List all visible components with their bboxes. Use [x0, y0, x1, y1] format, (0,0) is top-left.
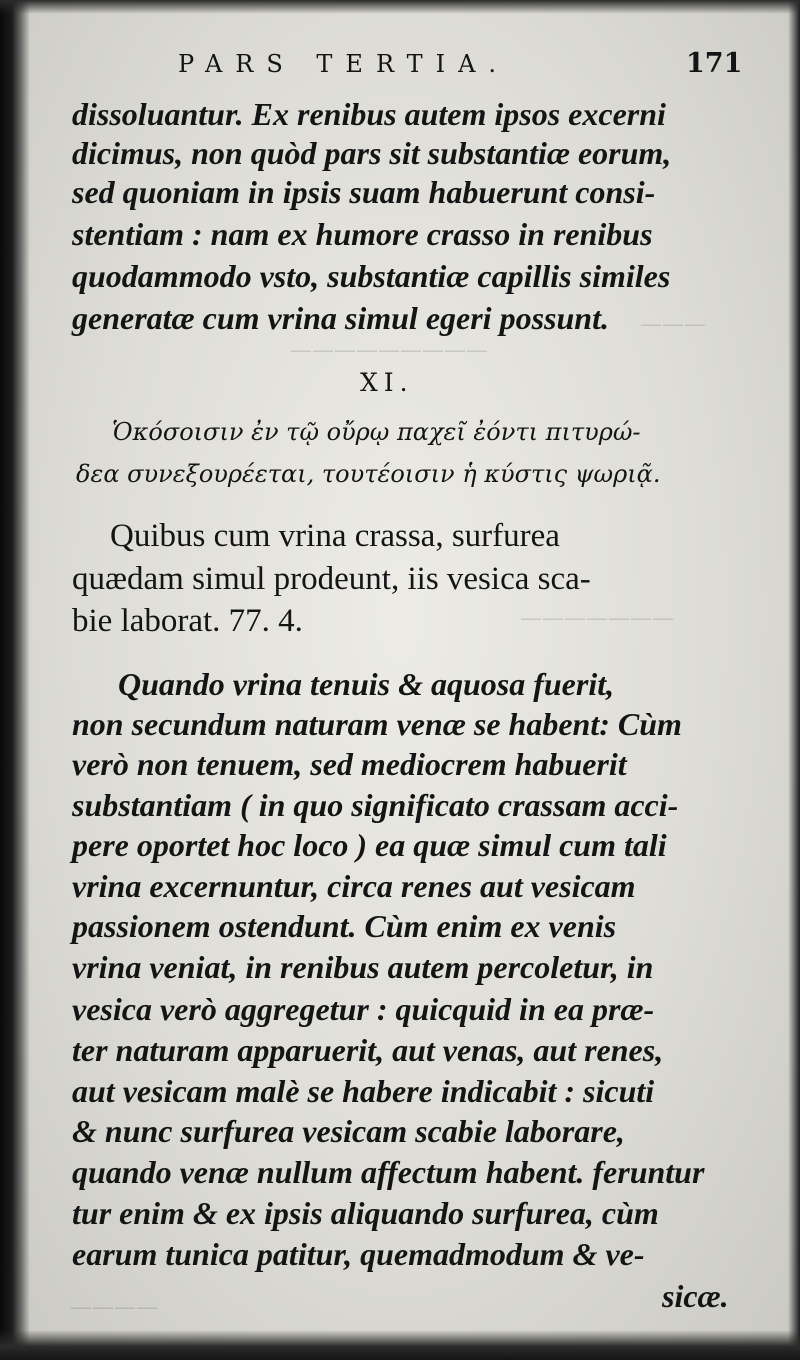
- commentary-line: passionem ostendunt. Cùm enim ex venis: [72, 908, 617, 944]
- text-line: dissoluantur. Ex renibus autem ipsos excerni: [72, 96, 666, 132]
- page-bottom-edge-shadow: [0, 1330, 800, 1360]
- text-line: sed quoniam in ipsis suam habuerunt consi-: [72, 174, 656, 210]
- text-line: dicimus, non quòd pars sit substantiæ eorum,: [72, 135, 672, 171]
- commentary-line: ter naturam apparuerit, aut venas, aut renes,: [72, 1032, 664, 1068]
- latin-line: Quibus cum vrina crassa, surfurea: [110, 518, 560, 554]
- text-line: generatæ cum vrina simul egeri possunt.: [72, 300, 609, 336]
- commentary-line: vesica verò aggregetur : quicquid in ea præ-: [72, 991, 655, 1027]
- commentary-line: quando venæ nullum affectum habent. feruntur: [72, 1154, 705, 1190]
- show-through-ghost: ————: [70, 1295, 158, 1320]
- commentary-line: & nunc surfurea vesicam scabie laborare,: [72, 1113, 625, 1149]
- commentary-line: aut vesicam malè se habere indicabit : sicuti: [72, 1073, 655, 1109]
- page-right-edge-shadow: [788, 0, 800, 1360]
- commentary-line: substantiam ( in quo significato crassam acci-: [72, 787, 679, 823]
- latin-line: bie laborat. 77. 4.: [72, 603, 303, 639]
- show-through-ghost: ———————: [520, 606, 674, 631]
- commentary-line: earum tunica patitur, quemadmodum & ve-: [72, 1236, 645, 1272]
- show-through-ghost: ———: [640, 312, 706, 337]
- show-through-ghost: —————————: [290, 338, 488, 363]
- running-header: PARS TERTIA.: [178, 50, 510, 78]
- commentary-line: tur enim & ex ipsis aliquando surfurea, cùm: [72, 1195, 659, 1231]
- commentary-line: non secundum naturam venæ se habent: Cùm: [72, 706, 682, 742]
- page-number: 171: [686, 48, 743, 79]
- commentary-line: pere oportet hoc loco ) ea quæ simul cum tali: [72, 827, 667, 863]
- text-line: quodammodo vsto, substantiæ capillis similes: [72, 258, 671, 294]
- commentary-line: verò non tenuem, sed mediocrem habuerit: [72, 746, 627, 782]
- text-line: stentiam : nam ex humore crasso in renibus: [72, 216, 653, 252]
- greek-line: δεα συνεξουρέεται, τουτέοισιν ἡ κύστις ψωριᾷ.: [76, 460, 661, 488]
- commentary-line: vrina excernuntur, circa renes aut vesicam: [72, 868, 636, 904]
- greek-line: Ὁκόσοισιν ἐν τῷ οὔρῳ παχεῖ ἐόντι πιτυρώ-: [112, 418, 641, 446]
- commentary-line: vrina veniat, in renibus autem percoletur, in: [72, 949, 654, 985]
- commentary-line: Quando vrina tenuis & aquosa fuerit,: [118, 666, 615, 702]
- commentary-line: sicæ.: [662, 1278, 729, 1314]
- latin-line: quædam simul prodeunt, iis vesica sca-: [72, 561, 591, 597]
- page-top-edge-shadow: [0, 0, 800, 14]
- section-number: XI.: [360, 368, 414, 397]
- page-left-edge-shadow: [0, 0, 30, 1360]
